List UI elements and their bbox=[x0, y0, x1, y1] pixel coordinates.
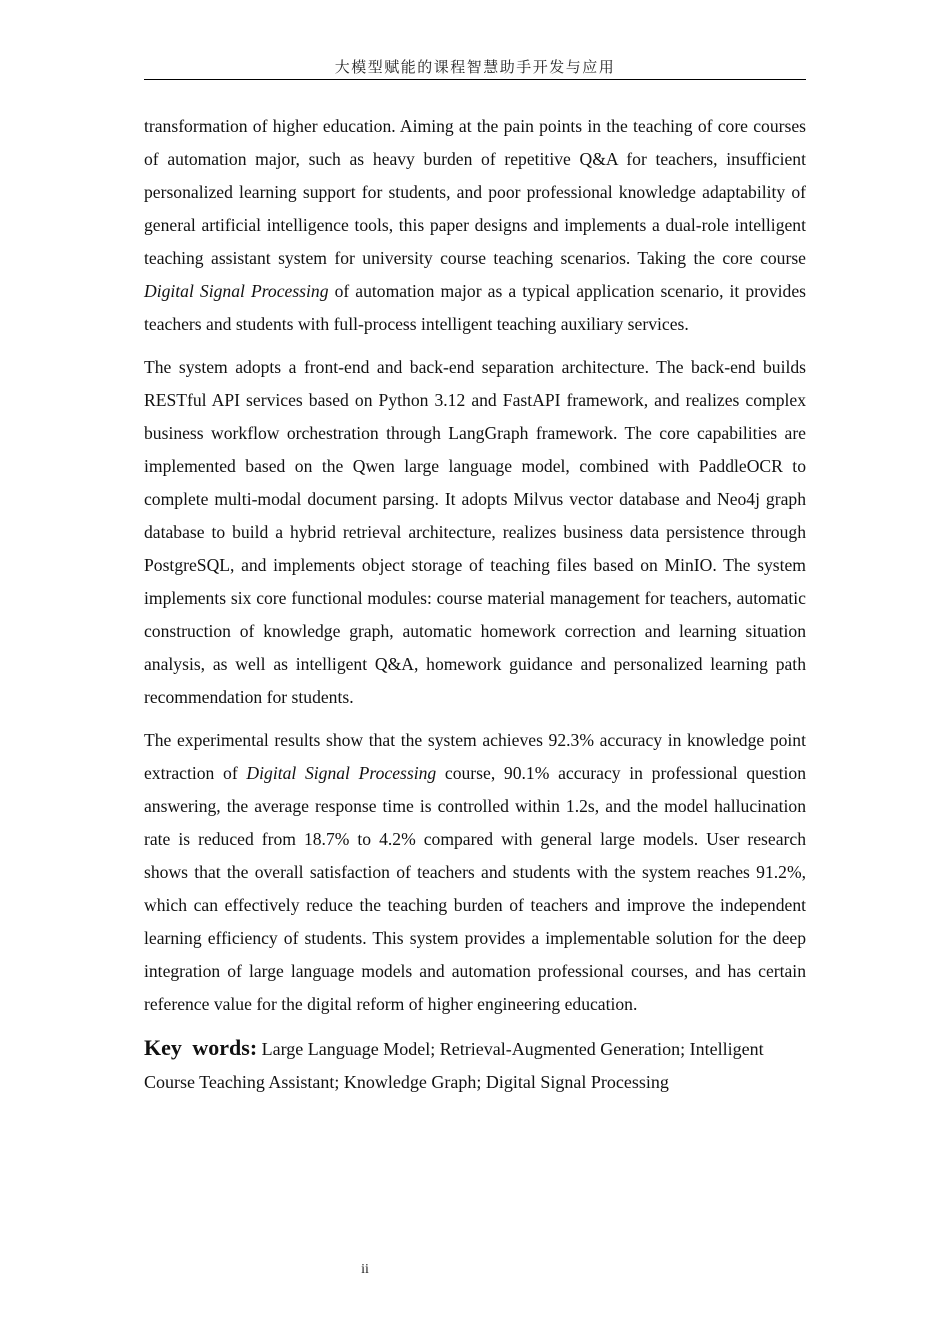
course-title-italic: Digital Signal Processing bbox=[246, 763, 437, 783]
paragraph-3-text-a: The experimental results show that the system achieves 92.3% accuracy in knowledge point extraction of bbox=[144, 730, 806, 783]
paragraph-3-text-b: course, 90.1% accuracy in professional question answering, the average response time is controlled within 1.2s, and the model hallucination rate is reduced from 18.7% to 4.2% compared with general large models. User research shows that the overall satisfaction of teachers and students with the system reaches 91.2%, which can effectively reduce the teaching burden of teachers and improve the independent learning efficiency of students. This system provides a implementable solution for the deep integration of large language models and automation professional courses, and has certain reference value for the digital reform of higher engineering education. bbox=[144, 763, 806, 1014]
keywords-line bbox=[144, 1031, 806, 1099]
page-number: ii bbox=[361, 1262, 369, 1277]
course-title-italic: Digital Signal Processing bbox=[144, 281, 329, 301]
running-header: 大模型赋能的课程智慧助手开发与应用 bbox=[144, 55, 806, 80]
keywords-label: Key words: bbox=[144, 1035, 258, 1060]
paragraph-1-text-a: transformation of higher education. Aiming at the pain points in the teaching of core courses of automation major, such as heavy burden of repetitive Q&A for teachers, insufficient personalized learning support for students, and poor professional knowledge adaptability of general artificial intelligence tools, this paper designs and implements a dual-role intelligent teaching assistant system for university course teaching scenarios. Taking the core course bbox=[144, 116, 806, 268]
abstract-paragraph-1 bbox=[144, 110, 806, 341]
abstract-body bbox=[144, 110, 806, 1099]
abstract-paragraph-2: The system adopts a front-end and back-end separation architecture. The back-end builds RESTful API services based on Python 3.12 and FastAPI framework, and realizes complex business workflow orchestration through LangGraph framework. The core capabilities are implemented based on the Qwen large language model, combined with PaddleOCR to complete multi-modal document parsing. It adopts Milvus vector database and Neo4j graph database to build a hybrid retrieval architecture, realizes business data persistence through PostgreSQL, and implements object storage of teaching files based on MinIO. The system implements six core functional modules: course material management for teachers, automatic construction of knowledge graph, automatic homework correction and learning situation analysis, as well as intelligent Q&A, homework guidance and personalized learning path recommendation for students. bbox=[144, 357, 806, 707]
abstract-paragraph-3 bbox=[144, 724, 806, 1021]
keywords-text: Large Language Model; Retrieval-Augmented Generation; Intelligent Course Teaching Assistant; Knowledge Graph; Digital Signal Processing bbox=[144, 1039, 764, 1092]
paragraph-1-text-b: of automation major as a typical application scenario, it provides teachers and students with full-process intelligent teaching auxiliary services. bbox=[144, 281, 806, 334]
